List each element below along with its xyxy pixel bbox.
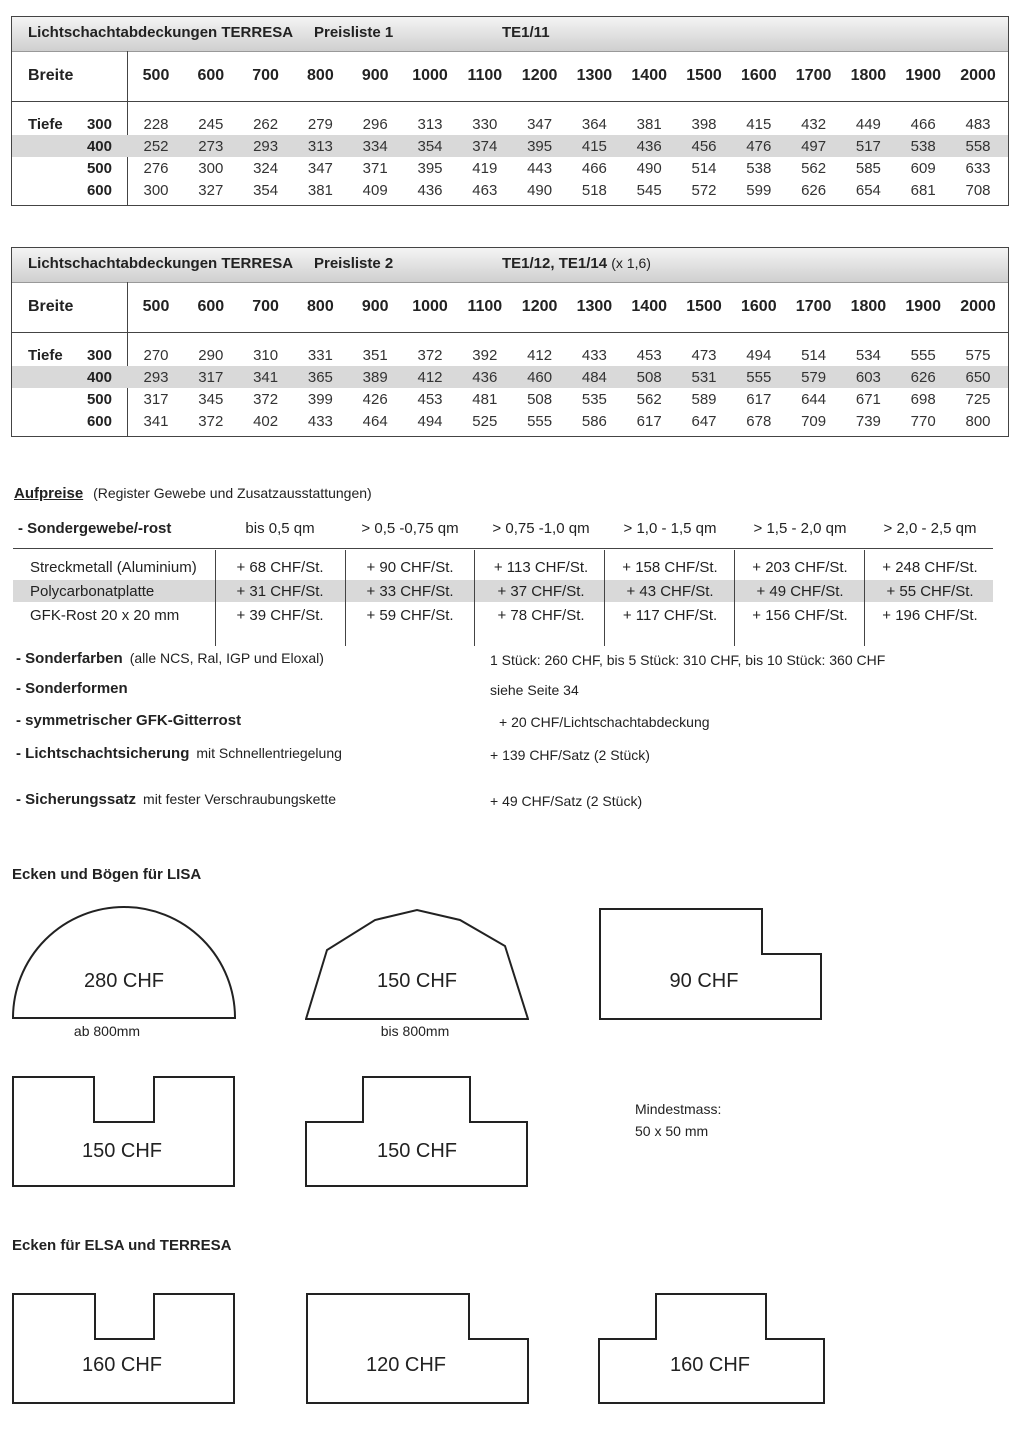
price-list-1-model: TE1/11	[502, 24, 550, 41]
table-row	[12, 135, 1008, 157]
table-cell: 589	[691, 391, 717, 408]
table-cell: 290	[198, 347, 224, 364]
table-cell: 345	[198, 391, 224, 408]
extra-item	[16, 650, 324, 667]
lisa-shape-polygon-arc	[305, 906, 529, 1022]
extra-item	[16, 791, 336, 808]
table-cell: 555	[910, 347, 936, 364]
breite-1600: 1600	[741, 298, 777, 315]
table-cell: 365	[307, 369, 333, 386]
table-cell: 341	[143, 413, 169, 430]
table-cell: 709	[801, 413, 827, 430]
lisa-shape-semicircle	[12, 905, 236, 1021]
table-cell: 354	[253, 182, 279, 199]
material-price: + 248 CHF/St.	[882, 559, 978, 576]
material-price: + 39 CHF/St.	[236, 607, 324, 624]
extra-item	[16, 712, 241, 729]
table-cell: 555	[746, 369, 772, 386]
table-cell: 514	[801, 347, 827, 364]
price-list-2	[11, 247, 1009, 437]
breite-800: 800	[307, 298, 334, 315]
elsa-shape-tab	[598, 1293, 826, 1405]
extra-item	[16, 745, 342, 762]
table-cell: 534	[855, 347, 881, 364]
table-cell: 483	[965, 116, 991, 133]
breite-1800: 1800	[850, 298, 887, 315]
table-cell: 514	[691, 160, 717, 177]
material-price: + 113 CHF/St.	[493, 559, 589, 576]
lisa-title: Ecken und Bögen für LISA	[12, 866, 202, 883]
table-cell: 490	[527, 182, 553, 199]
material-price: + 43 CHF/St.	[626, 583, 714, 600]
breite-1700: 1700	[795, 67, 832, 84]
price-list-2-model: TE1/12, TE1/14 (x 1,6)	[502, 255, 651, 272]
material-price: + 158 CHF/St.	[622, 559, 718, 576]
extra-value: siehe Seite 34	[490, 682, 579, 698]
table-cell: 558	[965, 138, 991, 155]
breite-1500: 1500	[686, 67, 722, 84]
material-price: + 55 CHF/St.	[886, 583, 974, 600]
table-cell: 372	[417, 347, 443, 364]
table-cell: 617	[746, 391, 772, 408]
sondergewebe-column-header: > 0,75 -1,0 qm	[492, 520, 590, 537]
elsa-shape-center-notch	[12, 1293, 236, 1405]
breite-800: 800	[307, 67, 334, 84]
breite-1100: 1100	[467, 67, 503, 84]
lisa-price-2: 150 CHF	[376, 970, 458, 992]
table-cell: 466	[910, 116, 936, 133]
extra-value: 1 Stück: 260 CHF, bis 5 Stück: 310 CHF, bis 10 Stück: 360 CHF	[490, 652, 886, 668]
table-cell: 279	[307, 116, 333, 133]
table-cell: 449	[855, 116, 881, 133]
material-row	[13, 580, 993, 602]
breite-1300: 1300	[576, 67, 613, 84]
table-cell: 725	[965, 391, 991, 408]
price-list-2-title: Lichtschachtabdeckungen TERRESA	[28, 255, 294, 272]
material-price: + 78 CHF/St.	[497, 607, 585, 624]
table-cell: 443	[527, 160, 553, 177]
table-cell: 293	[253, 138, 279, 155]
table-cell: 330	[472, 116, 498, 133]
extra-note: (alle NCS, Ral, IGP und Eloxal)	[129, 650, 324, 666]
material-price: + 90 CHF/St.	[366, 559, 454, 576]
depth-500: 500	[86, 160, 112, 177]
material-price: + 33 CHF/St.	[366, 583, 454, 600]
table-cell: 579	[801, 369, 827, 386]
table-cell: 473	[691, 347, 717, 364]
table-cell: 650	[965, 369, 991, 386]
lisa-shape-tab	[305, 1076, 529, 1188]
extra-value: + 49 CHF/Satz (2 Stück)	[490, 793, 643, 809]
table-cell: 433	[307, 413, 333, 430]
table-cell: 508	[636, 369, 662, 386]
table-cell: 698	[910, 391, 936, 408]
material-name: Streckmetall (Aluminium)	[30, 559, 197, 576]
table-cell: 517	[855, 138, 881, 155]
depth-400: 400	[86, 138, 112, 155]
table-cell: 453	[417, 391, 443, 408]
sondergewebe-column-header: > 1,0 - 1,5 qm	[623, 520, 717, 537]
extra-note: mit Schnellentriegelung	[196, 745, 342, 761]
material-price: + 117 CHF/St.	[622, 607, 718, 624]
table-cell: 341	[253, 369, 279, 386]
table-cell: 481	[472, 391, 498, 408]
material-name: Polycarbonatplatte	[30, 583, 155, 600]
table-cell: 371	[362, 160, 388, 177]
lisa-caption-1: ab 800mm	[73, 1023, 141, 1039]
breite-1200: 1200	[521, 298, 558, 315]
table-cell: 409	[362, 182, 388, 199]
extra-value: + 20 CHF/Lichtschachtabdeckung	[499, 714, 710, 730]
table-cell: 262	[253, 116, 279, 133]
table-cell: 415	[746, 116, 772, 133]
price-list-1-header	[12, 17, 1008, 52]
table-cell: 395	[527, 138, 553, 155]
extra-label: - symmetrischer GFK-Gitterrost	[16, 712, 242, 729]
breite-2000: 2000	[960, 298, 996, 315]
depth-400: 400	[86, 369, 112, 386]
table-cell: 412	[527, 347, 553, 364]
table-cell: 347	[307, 160, 333, 177]
elsa-title: Ecken für ELSA und TERRESA	[12, 1237, 232, 1254]
table-cell: 252	[143, 138, 169, 155]
table-cell: 545	[636, 182, 662, 199]
sondergewebe-column-header: > 2,0 - 2,5 qm	[883, 520, 977, 537]
table-cell: 347	[527, 116, 553, 133]
table-cell: 395	[417, 160, 443, 177]
table-cell: 313	[417, 116, 443, 133]
breite-row	[12, 282, 1008, 333]
table-cell: 531	[691, 369, 717, 386]
breite-1400: 1400	[631, 298, 667, 315]
extra-label: - Sonderfarben	[16, 650, 123, 667]
table-cell: 436	[636, 138, 662, 155]
table-cell: 525	[472, 413, 498, 430]
material-row	[13, 604, 993, 626]
table-cell: 317	[143, 391, 169, 408]
material-name: GFK-Rost 20 x 20 mm	[30, 607, 180, 624]
sondergewebe-column-header: bis 0,5 qm	[245, 520, 315, 537]
sondergewebe-column-header: > 1,5 - 2,0 qm	[753, 520, 847, 537]
table-cell: 426	[362, 391, 388, 408]
table-cell: 494	[417, 413, 443, 430]
table-cell: 374	[472, 138, 498, 155]
table-cell: 313	[307, 138, 333, 155]
price-list-1	[11, 16, 1009, 206]
breite-1000: 1000	[412, 298, 448, 315]
breite-2000: 2000	[960, 67, 996, 84]
table-cell: 381	[636, 116, 662, 133]
table-cell: 296	[362, 116, 388, 133]
depth-300: 300	[86, 116, 112, 133]
table-cell: 626	[910, 369, 936, 386]
breite-label: Breite	[28, 67, 74, 84]
table-cell: 464	[362, 413, 388, 430]
depth-300: 300	[86, 347, 112, 364]
breite-1100: 1100	[467, 298, 503, 315]
table-cell: 671	[855, 391, 881, 408]
table-cell: 389	[362, 369, 388, 386]
extra-label: - Sonderformen	[16, 680, 128, 697]
table-cell: 585	[855, 160, 881, 177]
table-cell: 599	[746, 182, 772, 199]
table-cell: 334	[362, 138, 388, 155]
table-cell: 617	[636, 413, 662, 430]
breite-1400: 1400	[631, 67, 667, 84]
material-price: + 49 CHF/St.	[756, 583, 844, 600]
aufpreise-heading	[14, 485, 372, 502]
table-cell: 310	[253, 347, 279, 364]
table-row	[12, 366, 1008, 388]
table-cell: 494	[746, 347, 772, 364]
lisa-price-1: 280 CHF	[83, 970, 165, 992]
breite-1800: 1800	[850, 67, 887, 84]
material-price: + 196 CHF/St.	[882, 607, 978, 624]
table-cell: 276	[143, 160, 169, 177]
breite-700: 700	[252, 298, 279, 315]
lisa-price-4: 150 CHF	[81, 1140, 163, 1162]
table-cell: 392	[472, 347, 498, 364]
table-cell: 518	[581, 182, 607, 199]
table-cell: 273	[198, 138, 224, 155]
table-cell: 351	[362, 347, 388, 364]
table-row	[12, 157, 1008, 179]
table-cell: 484	[581, 369, 607, 386]
extra-value: + 139 CHF/Satz (2 Stück)	[490, 747, 650, 763]
table-cell: 399	[307, 391, 333, 408]
table-cell: 555	[527, 413, 553, 430]
breite-600: 600	[197, 67, 225, 84]
table-cell: 739	[855, 413, 881, 430]
table-cell: 364	[581, 116, 607, 133]
table-cell: 372	[253, 391, 279, 408]
table-cell: 708	[965, 182, 991, 199]
table-cell: 463	[472, 182, 498, 199]
extra-label: - Lichtschachtsicherung	[16, 745, 190, 762]
table-cell: 460	[527, 369, 553, 386]
table-cell: 436	[472, 369, 498, 386]
material-price: + 37 CHF/St.	[497, 583, 585, 600]
table-row	[12, 344, 1008, 366]
table-cell: 300	[198, 160, 224, 177]
breite-700: 700	[252, 67, 279, 84]
table-cell: 419	[472, 160, 498, 177]
price-list-1-subtitle: Preisliste 1	[314, 24, 394, 41]
price-list-2-subtitle: Preisliste 2	[314, 255, 394, 272]
breite-row	[12, 51, 1008, 102]
table-cell: 586	[581, 413, 607, 430]
table-cell: 466	[581, 160, 607, 177]
breite-1600: 1600	[741, 67, 777, 84]
table-cell: 412	[417, 369, 443, 386]
table-cell: 436	[417, 182, 443, 199]
breite-1200: 1200	[521, 67, 558, 84]
table-cell: 453	[636, 347, 662, 364]
table-cell: 433	[581, 347, 607, 364]
price-list-2-header	[12, 248, 1008, 283]
table-cell: 770	[910, 413, 936, 430]
table-cell: 538	[910, 138, 936, 155]
extra-item	[16, 680, 128, 697]
table-cell: 372	[198, 413, 224, 430]
breite-1900: 1900	[905, 67, 941, 84]
extra-label: - Sicherungssatz	[16, 791, 137, 808]
breite-1900: 1900	[905, 298, 941, 315]
table-cell: 331	[307, 347, 333, 364]
table-cell: 508	[527, 391, 553, 408]
depth-500: 500	[86, 391, 112, 408]
table-cell: 603	[855, 369, 881, 386]
table-cell: 324	[253, 160, 279, 177]
elsa-price-2: 120 CHF	[365, 1354, 447, 1376]
table-cell: 490	[636, 160, 662, 177]
breite-1700: 1700	[795, 298, 832, 315]
table-cell: 535	[581, 391, 607, 408]
lisa-shape-center-notch	[12, 1076, 236, 1188]
table-cell: 317	[198, 369, 224, 386]
table-row	[12, 113, 1008, 135]
table-cell: 456	[691, 138, 717, 155]
table-cell: 402	[253, 413, 279, 430]
tiefe-label: Tiefe	[28, 116, 63, 133]
breite-1000: 1000	[412, 67, 448, 84]
depth-600: 600	[86, 413, 112, 430]
extra-note: mit fester Verschraubungskette	[143, 791, 337, 807]
material-price: + 59 CHF/St.	[366, 607, 454, 624]
breite-500: 500	[142, 67, 170, 84]
table-cell: 800	[965, 413, 991, 430]
table-cell: 398	[691, 116, 717, 133]
table-cell: 327	[198, 182, 224, 199]
breite-900: 900	[361, 298, 389, 315]
sondergewebe-label: - Sondergewebe/-rost	[18, 520, 172, 537]
aufpreise-title: Aufpreise	[14, 485, 84, 502]
breite-1500: 1500	[686, 298, 722, 315]
breite-1300: 1300	[576, 298, 613, 315]
table-cell: 381	[307, 182, 333, 199]
table-cell: 538	[746, 160, 772, 177]
table-cell: 626	[801, 182, 827, 199]
material-price: + 203 CHF/St.	[752, 559, 848, 576]
table-cell: 609	[910, 160, 936, 177]
table-cell: 678	[746, 413, 772, 430]
table-cell: 644	[801, 391, 827, 408]
table-cell: 228	[143, 116, 169, 133]
table-cell: 415	[581, 138, 607, 155]
aufpreise-note: (Register Gewebe und Zusatzausstattungen)	[93, 485, 372, 501]
tiefe-label: Tiefe	[28, 347, 63, 364]
price-list-1-title: Lichtschachtabdeckungen TERRESA	[28, 24, 294, 41]
table-cell: 476	[746, 138, 772, 155]
table-cell: 572	[691, 182, 717, 199]
table-cell: 654	[855, 182, 881, 199]
breite-600: 600	[197, 298, 225, 315]
table-cell: 432	[801, 116, 827, 133]
table-cell: 647	[691, 413, 717, 430]
material-price: + 68 CHF/St.	[236, 559, 324, 576]
breite-label: Breite	[28, 298, 74, 315]
lisa-price-5: 150 CHF	[376, 1140, 458, 1162]
mindestmass-label: Mindestmass:	[635, 1101, 722, 1117]
breite-500: 500	[142, 298, 170, 315]
table-row	[12, 179, 1008, 201]
table-cell: 562	[636, 391, 662, 408]
breite-900: 900	[361, 67, 389, 84]
table-cell: 633	[965, 160, 991, 177]
table-cell: 300	[143, 182, 169, 199]
table-cell: 681	[910, 182, 936, 199]
table-row	[12, 410, 1008, 432]
material-row	[13, 556, 993, 578]
material-price: + 156 CHF/St.	[752, 607, 848, 624]
table-cell: 562	[801, 160, 827, 177]
elsa-shape-corner-notch	[306, 1293, 530, 1405]
table-cell: 575	[965, 347, 991, 364]
table-cell: 293	[143, 369, 169, 386]
depth-600: 600	[86, 182, 112, 199]
table-cell: 245	[198, 116, 224, 133]
table-cell: 497	[801, 138, 827, 155]
elsa-price-1: 160 CHF	[81, 1354, 163, 1376]
lisa-caption-2: bis 800mm	[380, 1023, 450, 1039]
elsa-price-3: 160 CHF	[669, 1354, 751, 1376]
sondergewebe-column-header: > 0,5 -0,75 qm	[361, 520, 459, 537]
lisa-price-3: 90 CHF	[669, 970, 739, 992]
table-cell: 354	[417, 138, 443, 155]
table-row	[12, 388, 1008, 410]
mindestmass-value: 50 x 50 mm	[635, 1123, 709, 1139]
material-price: + 31 CHF/St.	[236, 583, 324, 600]
table-cell: 270	[143, 347, 169, 364]
lisa-shape-corner-notch	[599, 908, 823, 1021]
